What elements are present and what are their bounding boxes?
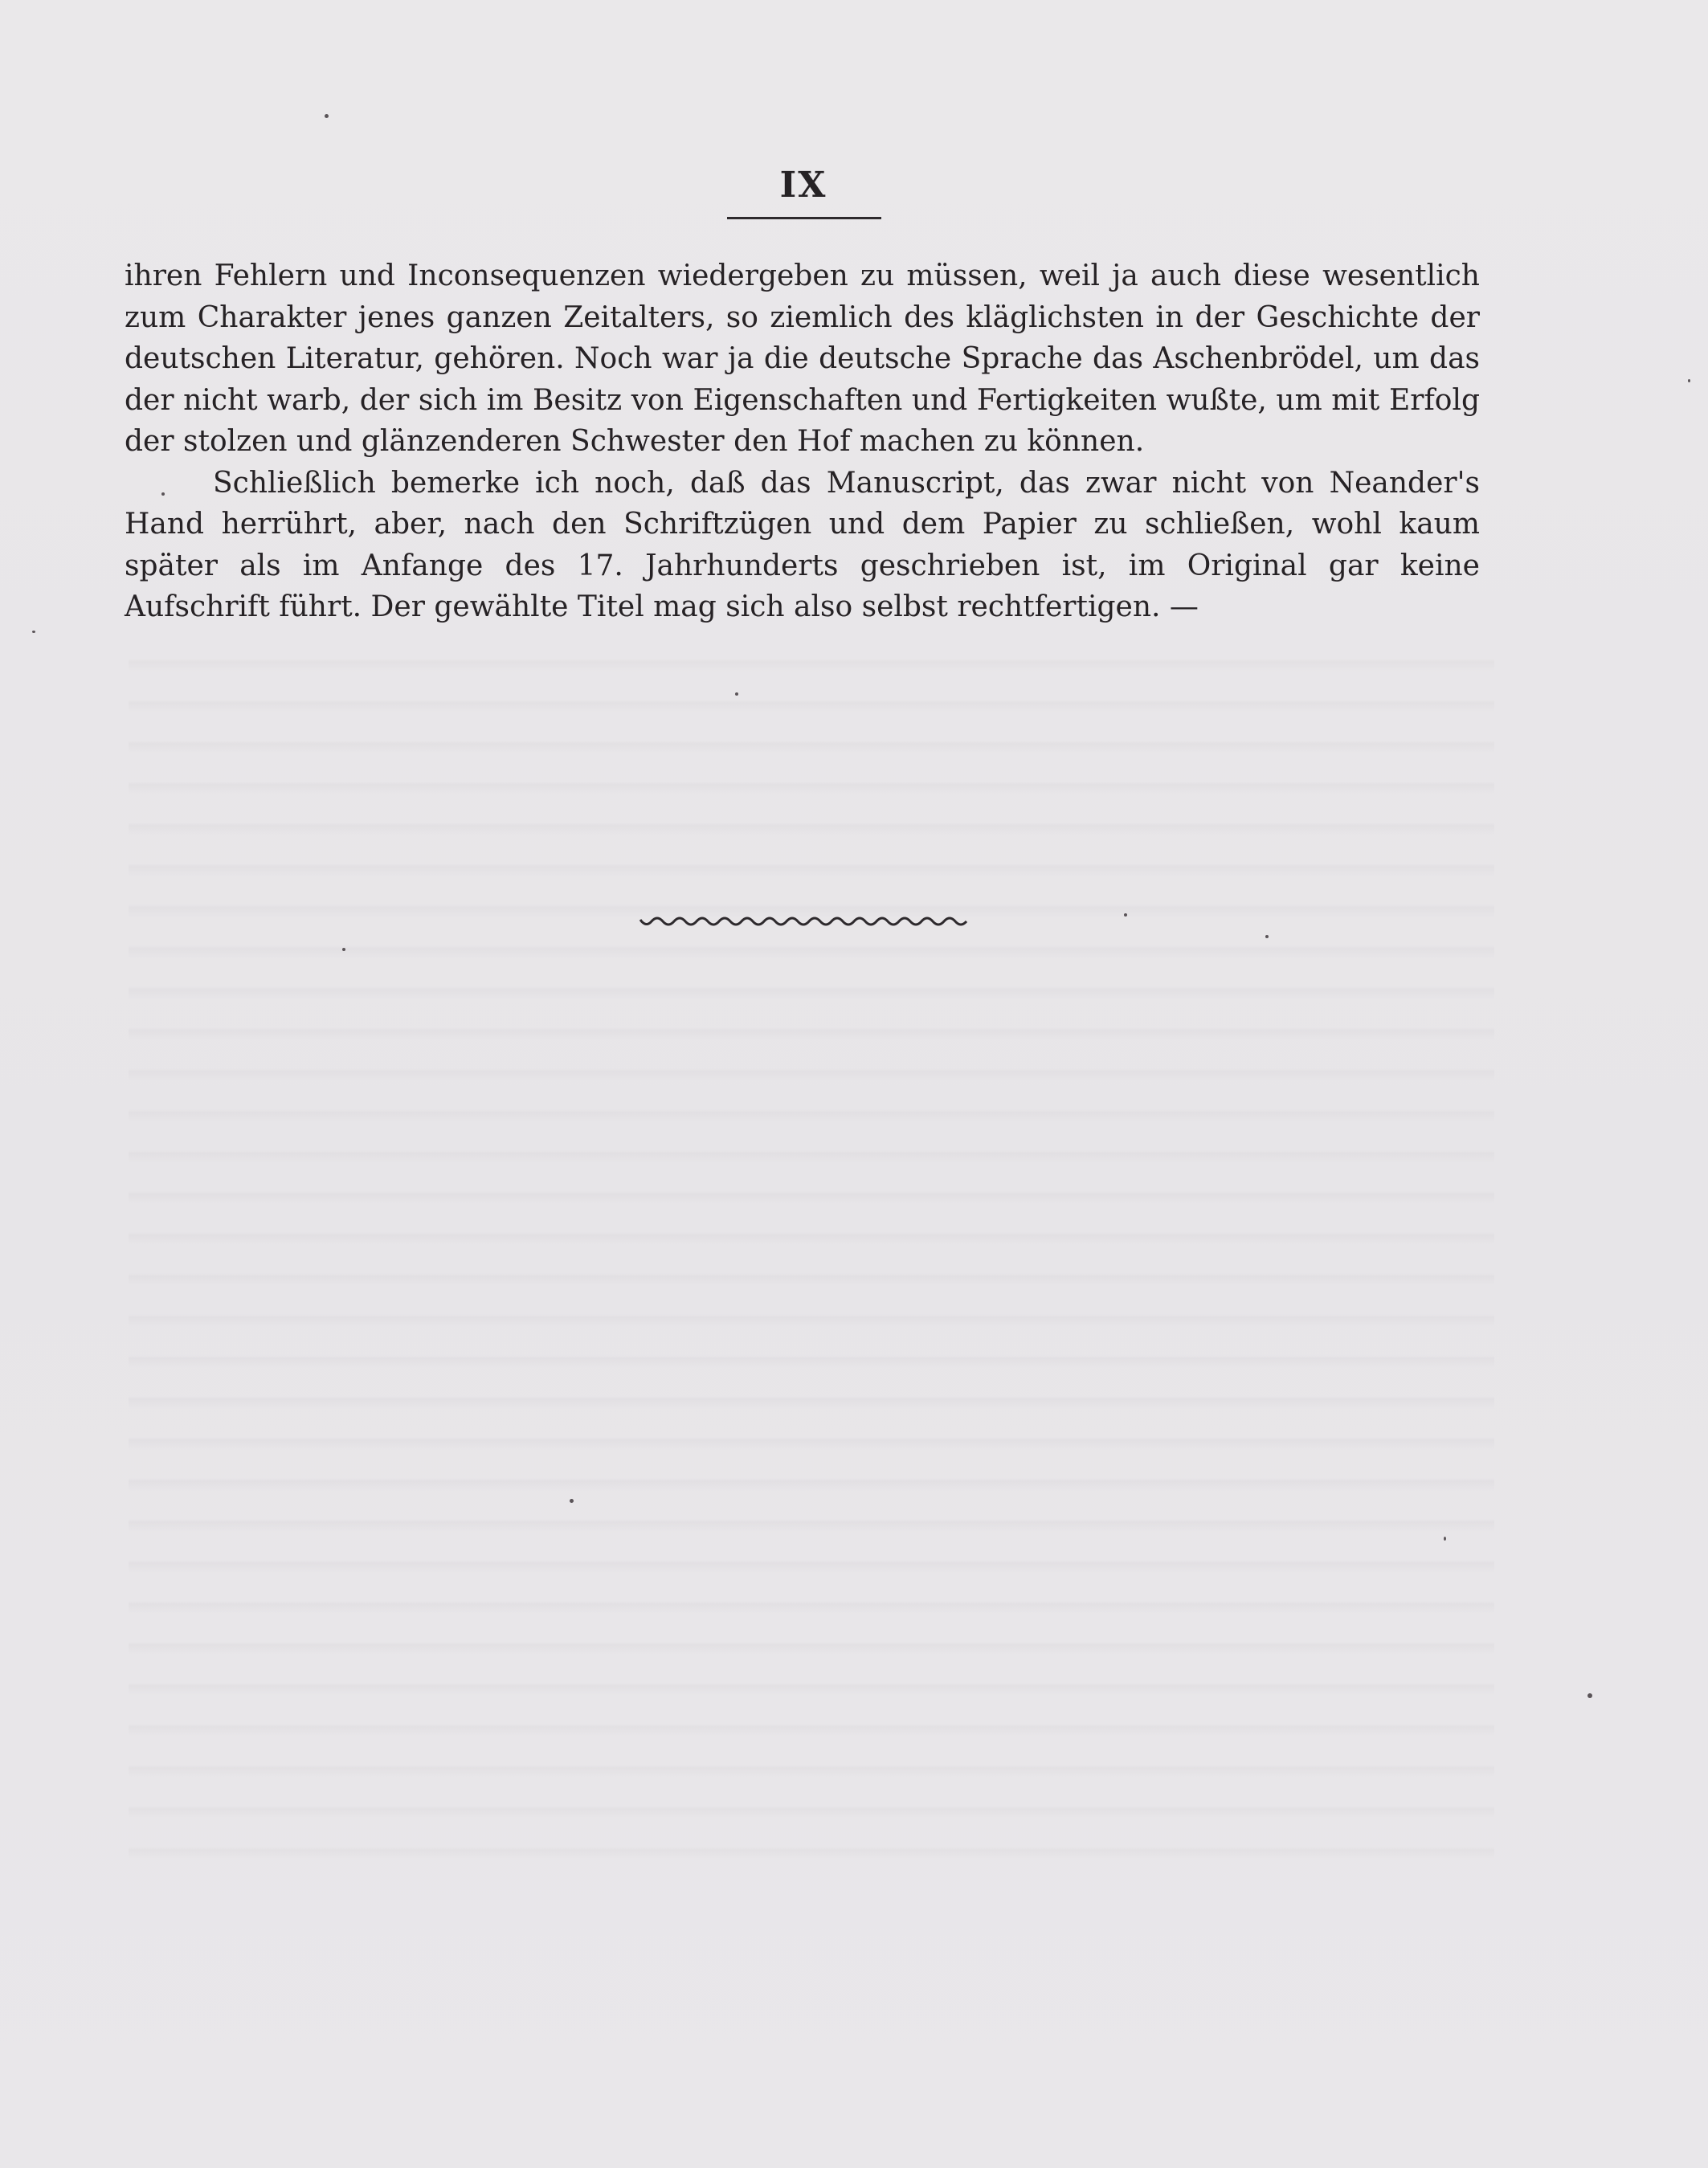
wavy-ornament <box>639 912 968 931</box>
paper-speck <box>735 692 738 696</box>
paper-speck <box>1688 379 1690 382</box>
paper-speck <box>325 114 329 118</box>
paper-speck <box>1587 1693 1592 1698</box>
show-through-texture <box>129 635 1494 1872</box>
paper-speck <box>342 948 345 951</box>
paragraph-1: ihren Fehlern und Inconsequenzen wiedergeben zu müssen, weil ja auch diese wesentlich zum Charakter jenes ganzen Zeitalters, so ziemlich des kläglichsten in der Geschichte der deutschen Literatur, gehören. Noch war ja die deutsche Sprache das Aschenbrödel, um das der nicht warb, der sich im Besitz von Eigenschaften und Fertigkeiten wußte, um mit Erfolg der stolzen und glänzenderen Schwester den Hof machen zu können. <box>125 259 1480 458</box>
page-number: IX <box>779 165 827 206</box>
paper-speck <box>1124 913 1127 917</box>
paper-speck <box>32 631 35 633</box>
header-rule <box>727 217 881 219</box>
paper-speck <box>1265 935 1269 938</box>
paragraph-2: Schließlich bemerke ich noch, daß das Manuscript, das zwar nicht von Neander's Hand herrührt, aber, nach den Schriftzügen und dem Papier zu schließen, wohl kaum später als im Anfange des 17. Jahrhunderts geschrieben ist, im Original gar keine Aufschrift führt. Der gewählte Titel mag sich also selbst rechtfertigen. — <box>125 466 1480 623</box>
paper-speck <box>1444 1537 1446 1541</box>
paper-speck <box>161 492 165 496</box>
body-text <box>125 255 1480 628</box>
paper-speck <box>570 1499 574 1503</box>
